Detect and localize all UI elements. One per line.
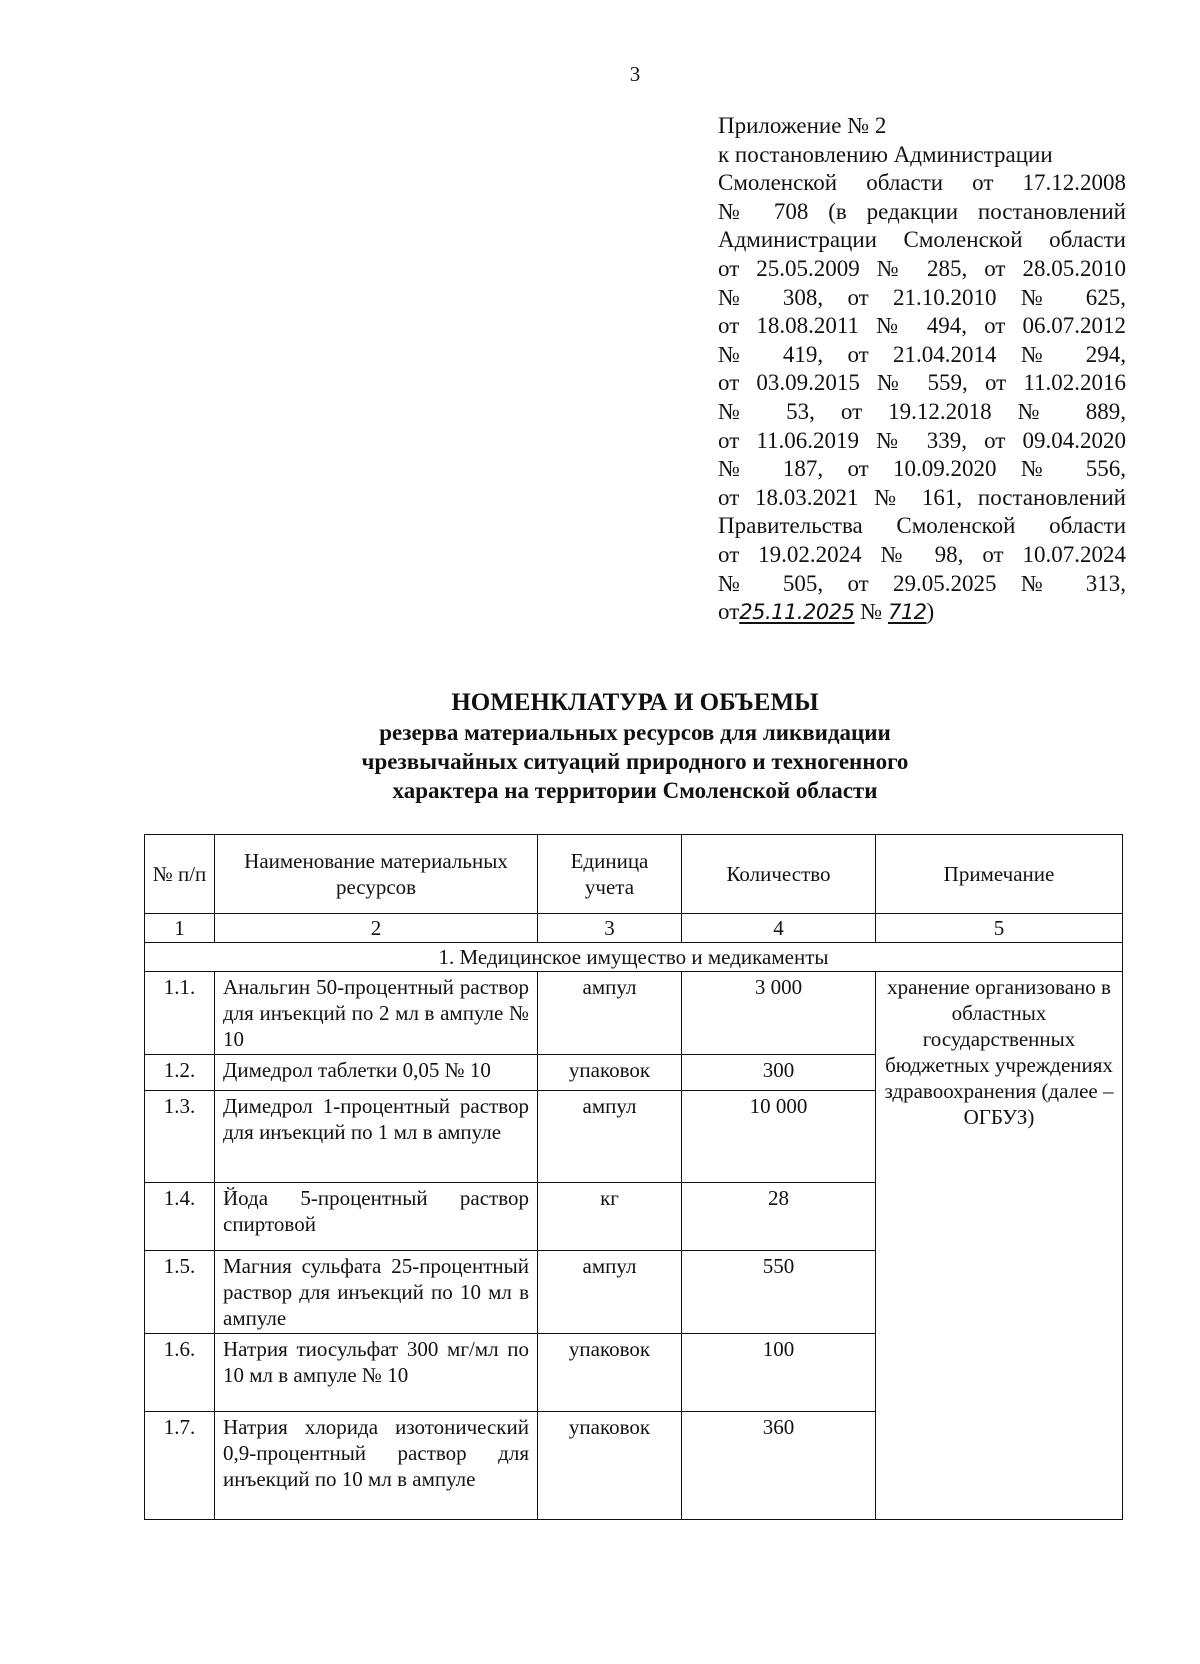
row-num: 1.1. xyxy=(145,972,215,1055)
appendix-line: от 03.09.2015 № 559, от 11.02.2016 xyxy=(718,370,1126,396)
row-qty: 550 xyxy=(682,1251,876,1334)
row-name: Натрия тиосульфат 300 мг/мл по 10 мл в ампуле № 10 xyxy=(215,1334,538,1412)
row-name: Анальгин 50-процентный раствор для инъекций по 2 мл в ампуле № 10 xyxy=(215,972,538,1055)
appendix-line: от 19.02.2024 № 98, от 10.07.2024 xyxy=(718,541,1126,567)
row-qty: 3 000 xyxy=(682,972,876,1055)
section-title: 1. Медицинское имущество и медикаменты xyxy=(145,943,1123,972)
appendix-header xyxy=(718,112,1126,627)
column-number: 3 xyxy=(538,914,682,943)
row-name: Димедрол 1-процентный раствор для инъекций по 1 мл в ампуле xyxy=(215,1091,538,1183)
appendix-line: Смоленской области от 17.12.2008 xyxy=(718,170,1126,196)
header-name: Наименование материальных ресурсов xyxy=(215,835,538,914)
row-unit: упаковок xyxy=(538,1055,682,1091)
appendix-line: Приложение № 2 xyxy=(718,113,887,138)
appendix-from: от xyxy=(718,599,740,625)
header-unit: Единица учета xyxy=(538,835,682,914)
row-unit: ампул xyxy=(538,1091,682,1183)
header-qty: Количество xyxy=(682,835,876,914)
appendix-line: № 419, от 21.04.2014 № 294, xyxy=(718,341,1126,367)
appendix-line: № 308, от 21.10.2010 № 625, xyxy=(718,284,1126,310)
appendix-last-line xyxy=(718,598,1126,627)
appendix-line: от 18.08.2011 № 494, от 06.07.2012 xyxy=(718,313,1126,339)
column-number: 2 xyxy=(215,914,538,943)
row-qty: 10 000 xyxy=(682,1091,876,1183)
page-number: 3 xyxy=(629,62,641,86)
appendix-line: Администрации Смоленской области xyxy=(718,227,1126,253)
row-num: 1.4. xyxy=(145,1183,215,1251)
resources-table xyxy=(144,834,1123,1520)
handwritten-number: 712 xyxy=(887,600,927,625)
row-note: хранение организовано в областных государственных бюджетных учреждениях здравоохранения (далее – ОГБУЗ) xyxy=(876,972,1123,1520)
row-name: Натрия хлорида изотонический 0,9-процентный раствор для инъекций по 10 мл в ампуле xyxy=(215,1412,538,1520)
appendix-closing: ) xyxy=(926,599,935,625)
title-line-2: резерва материальных ресурсов для ликвидации xyxy=(379,720,891,745)
header-note: Примечание xyxy=(876,835,1123,914)
row-num: 1.3. xyxy=(145,1091,215,1183)
appendix-line: № 53, от 19.12.2018 № 889, xyxy=(718,398,1126,424)
row-num: 1.5. xyxy=(145,1251,215,1334)
column-number-row xyxy=(145,914,1123,943)
column-number: 5 xyxy=(876,914,1123,943)
row-qty: 300 xyxy=(682,1055,876,1091)
row-qty: 100 xyxy=(682,1334,876,1412)
row-unit: ампул xyxy=(538,1251,682,1334)
header-num: № п/п xyxy=(145,835,215,914)
appendix-line: от 11.06.2019 № 339, от 09.04.2020 xyxy=(718,427,1126,453)
row-num: 1.7. xyxy=(145,1412,215,1520)
section-row xyxy=(145,943,1123,972)
table-header-row xyxy=(145,835,1123,914)
row-name: Йода 5-процентный раствор спиртовой xyxy=(215,1183,538,1251)
title-line-4: характера на территории Смоленской области xyxy=(392,778,878,803)
row-qty: 28 xyxy=(682,1183,876,1251)
row-num: 1.2. xyxy=(145,1055,215,1091)
row-name: Магния сульфата 25-процентный раствор для инъекций по 10 мл в ампуле xyxy=(215,1251,538,1334)
row-unit: ампул xyxy=(538,972,682,1055)
row-unit: кг xyxy=(538,1183,682,1251)
title-line-1: НОМЕНКЛАТУРА И ОБЪЕМЫ xyxy=(451,689,819,716)
appendix-line: № 708 (в редакции постановлений xyxy=(718,198,1126,224)
table-row xyxy=(145,972,1123,1055)
appendix-line: Правительства Смоленской области xyxy=(718,513,1126,539)
row-unit: упаковок xyxy=(538,1334,682,1412)
appendix-line: к постановлению Администрации xyxy=(718,141,1053,167)
row-qty: 360 xyxy=(682,1412,876,1520)
title-line-3: чрезвычайных ситуаций природного и техногенного xyxy=(361,749,909,774)
appendix-number-sign: № xyxy=(860,599,883,625)
handwritten-date: 25.11.2025 xyxy=(739,600,855,625)
appendix-line: от 25.05.2009 № 285, от 28.05.2010 xyxy=(718,255,1126,281)
appendix-line: № 505, от 29.05.2025 № 313, xyxy=(718,570,1126,596)
row-name: Димедрол таблетки 0,05 № 10 xyxy=(215,1055,538,1091)
appendix-line: № 187, от 10.09.2020 № 556, xyxy=(718,456,1126,482)
appendix-line: от 18.03.2021 № 161, постановлений xyxy=(718,484,1126,510)
column-number: 4 xyxy=(682,914,876,943)
document-title xyxy=(0,688,1200,805)
column-number: 1 xyxy=(145,914,215,943)
row-num: 1.6. xyxy=(145,1334,215,1412)
row-unit: упаковок xyxy=(538,1412,682,1520)
